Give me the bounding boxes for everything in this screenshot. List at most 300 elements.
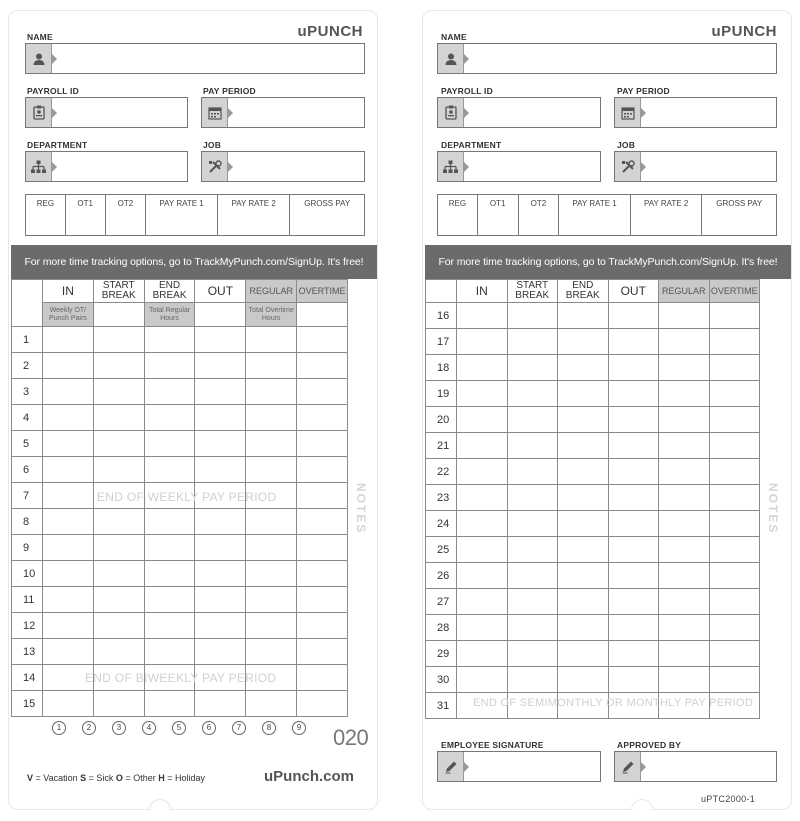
column-circle: 3 (112, 721, 126, 735)
punch-cell[interactable] (507, 433, 558, 459)
punch-cell[interactable] (297, 561, 348, 587)
punch-cell[interactable] (659, 641, 710, 667)
punch-cell[interactable] (195, 665, 246, 691)
ot2-cell[interactable]: OT2 (519, 195, 560, 235)
department-field[interactable] (437, 151, 601, 182)
punch-cell[interactable] (558, 693, 609, 719)
punch-cell[interactable] (457, 329, 508, 355)
row-number: 27 (426, 589, 457, 615)
punch-cell[interactable] (457, 381, 508, 407)
punch-cell[interactable] (608, 511, 659, 537)
punch-cell[interactable] (608, 355, 659, 381)
punch-cell[interactable] (297, 691, 348, 717)
punch-cell[interactable] (195, 353, 246, 379)
punch-cell[interactable] (195, 535, 246, 561)
punch-cell[interactable] (43, 561, 94, 587)
table-row (12, 587, 348, 613)
table-row (12, 691, 348, 717)
punch-cell[interactable] (608, 433, 659, 459)
punch-cell[interactable] (93, 405, 144, 431)
punch-cell[interactable] (558, 459, 609, 485)
pay-rate-1-cell[interactable]: PAY RATE 1 (146, 195, 218, 235)
punch-cell[interactable] (93, 509, 144, 535)
punch-cell[interactable] (659, 511, 710, 537)
punch-cell[interactable] (43, 639, 94, 665)
punch-cell[interactable] (144, 665, 195, 691)
punch-cell[interactable] (144, 691, 195, 717)
row-number: 5 (12, 431, 43, 457)
payroll-id-field[interactable] (25, 97, 188, 128)
sub-total-overtime: Total Overtime Hours (246, 303, 297, 327)
table-row (12, 405, 348, 431)
punch-cell[interactable] (659, 537, 710, 563)
department-field[interactable] (25, 151, 188, 182)
row-number: 14 (12, 665, 43, 691)
brand-logo: uPUNCH (297, 23, 363, 40)
punch-cell[interactable] (659, 329, 710, 355)
punch-cell[interactable] (144, 561, 195, 587)
punch-cell[interactable] (297, 457, 348, 483)
row-number: 21 (426, 433, 457, 459)
punch-cell[interactable] (709, 537, 760, 563)
punch-cell[interactable] (43, 327, 94, 353)
row-number: 7 (12, 483, 43, 509)
punch-cell[interactable] (43, 691, 94, 717)
punch-cell[interactable] (144, 327, 195, 353)
col-start-break: START BREAK (507, 280, 558, 303)
department-label: DEPARTMENT (441, 140, 502, 150)
time-card-front (8, 10, 378, 810)
punch-cell[interactable] (144, 639, 195, 665)
job-field[interactable] (201, 151, 365, 182)
punch-cell[interactable] (297, 587, 348, 613)
punch-cell[interactable] (195, 613, 246, 639)
punch-cell[interactable] (93, 353, 144, 379)
punch-cell[interactable] (246, 379, 297, 405)
ot2-cell[interactable]: OT2 (106, 195, 147, 235)
punch-cell[interactable] (246, 587, 297, 613)
name-label: NAME (27, 32, 53, 42)
punch-cell[interactable] (457, 485, 508, 511)
table-row (12, 665, 348, 691)
row-number: 25 (426, 537, 457, 563)
punch-cell[interactable] (93, 483, 144, 509)
table-row (12, 327, 348, 353)
col-regular: REGULAR (246, 280, 297, 303)
punch-cell[interactable] (608, 329, 659, 355)
punch-cell[interactable] (297, 613, 348, 639)
name-field[interactable] (437, 43, 777, 74)
punch-cell[interactable] (507, 511, 558, 537)
table-row (426, 407, 760, 433)
punch-cell[interactable] (709, 459, 760, 485)
pay-summary-box (437, 194, 777, 236)
punch-cell[interactable] (195, 379, 246, 405)
table-row (12, 379, 348, 405)
punch-cell[interactable] (608, 407, 659, 433)
punch-cell[interactable] (246, 431, 297, 457)
punch-cell[interactable] (659, 459, 710, 485)
punch-cell[interactable] (144, 483, 195, 509)
punch-cell[interactable] (246, 561, 297, 587)
punch-cell[interactable] (93, 639, 144, 665)
row-number: 9 (12, 535, 43, 561)
punch-cell[interactable] (297, 405, 348, 431)
punch-cell[interactable] (558, 381, 609, 407)
punch-cell[interactable] (709, 511, 760, 537)
punch-cell[interactable] (507, 459, 558, 485)
punch-cell[interactable] (297, 509, 348, 535)
table-row (426, 589, 760, 615)
notes-label: NOTES (354, 483, 368, 535)
job-field[interactable] (614, 151, 777, 182)
card-number: 020 (333, 725, 369, 750)
punch-cell[interactable] (144, 613, 195, 639)
punch-cell[interactable] (608, 381, 659, 407)
table-row (12, 561, 348, 587)
punch-cell[interactable] (246, 665, 297, 691)
table-row (12, 613, 348, 639)
payroll-id-field[interactable] (437, 97, 601, 128)
punch-cell[interactable] (43, 665, 94, 691)
punch-cell[interactable] (507, 589, 558, 615)
punch-cell[interactable] (709, 667, 760, 693)
punch-cell[interactable] (659, 615, 710, 641)
punch-cell[interactable] (608, 459, 659, 485)
punch-cell[interactable] (93, 457, 144, 483)
punch-cell[interactable] (195, 691, 246, 717)
table-row (426, 693, 760, 719)
punch-cell[interactable] (457, 433, 508, 459)
punch-cell[interactable] (659, 589, 710, 615)
row-number: 24 (426, 511, 457, 537)
column-circle: 8 (262, 721, 276, 735)
col-overtime: OVERTIME (297, 280, 348, 303)
punch-cell[interactable] (507, 407, 558, 433)
site-url: uPunch.com (264, 768, 355, 785)
col-start-break: START BREAK (93, 280, 144, 303)
punch-cell[interactable] (507, 355, 558, 381)
pay-rate-2-cell[interactable]: PAY RATE 2 (631, 195, 703, 235)
punch-cell[interactable] (246, 691, 297, 717)
punch-cell[interactable] (297, 483, 348, 509)
punch-cell[interactable] (507, 537, 558, 563)
table-row (426, 615, 760, 641)
punch-cell[interactable] (659, 433, 710, 459)
punch-cell[interactable] (507, 641, 558, 667)
punch-cell[interactable] (195, 509, 246, 535)
punch-cell[interactable] (246, 535, 297, 561)
pay-rate-1-cell[interactable]: PAY RATE 1 (559, 195, 631, 235)
reg-cell[interactable]: REG (26, 195, 66, 235)
punch-cell[interactable] (558, 511, 609, 537)
punch-cell[interactable] (507, 303, 558, 329)
punch-cell[interactable] (558, 667, 609, 693)
punch-cell[interactable] (144, 379, 195, 405)
column-circle: 1 (52, 721, 66, 735)
punch-cell[interactable] (608, 589, 659, 615)
table-row (12, 483, 348, 509)
row-number: 26 (426, 563, 457, 589)
punch-cell[interactable] (195, 431, 246, 457)
punch-cell[interactable] (457, 537, 508, 563)
punch-cell[interactable] (507, 693, 558, 719)
punch-cell[interactable] (43, 613, 94, 639)
row-number: 18 (426, 355, 457, 381)
punch-cell[interactable] (297, 431, 348, 457)
punch-cell[interactable] (608, 563, 659, 589)
row-number: 23 (426, 485, 457, 511)
punch-cell[interactable] (558, 433, 609, 459)
org-chart-icon (26, 152, 52, 181)
punch-cell[interactable] (608, 693, 659, 719)
punch-cell[interactable] (43, 587, 94, 613)
row-label-header (12, 280, 43, 327)
punch-cell[interactable] (195, 561, 246, 587)
punch-cell[interactable] (297, 353, 348, 379)
punch-cell[interactable] (144, 587, 195, 613)
punch-cell[interactable] (457, 615, 508, 641)
pay-period-label: PAY PERIOD (617, 86, 670, 96)
pay-period-field[interactable] (614, 97, 777, 128)
table-row (426, 511, 760, 537)
table-row (426, 381, 760, 407)
punch-cell[interactable] (457, 355, 508, 381)
row-number: 22 (426, 459, 457, 485)
row-number: 6 (12, 457, 43, 483)
punch-cell[interactable] (709, 303, 760, 329)
punch-cell[interactable] (93, 587, 144, 613)
column-circle: 2 (82, 721, 96, 735)
end-biweekly-overlay: END OF BIWEEKLY PAY PERIOD (85, 671, 277, 685)
punch-cell[interactable] (246, 483, 297, 509)
punch-cell[interactable] (558, 485, 609, 511)
punch-cell[interactable] (659, 563, 710, 589)
row-number: 15 (12, 691, 43, 717)
employee-signature-field[interactable] (437, 751, 601, 782)
punch-cell[interactable] (608, 667, 659, 693)
punch-cell[interactable] (608, 303, 659, 329)
punch-cell[interactable] (195, 457, 246, 483)
punch-cell[interactable] (457, 667, 508, 693)
table-row (426, 641, 760, 667)
punch-cell[interactable] (709, 641, 760, 667)
punch-cell[interactable] (297, 379, 348, 405)
pay-rate-2-cell[interactable]: PAY RATE 2 (218, 195, 291, 235)
department-label: DEPARTMENT (27, 140, 88, 150)
punch-cell[interactable] (93, 535, 144, 561)
table-row (426, 667, 760, 693)
punch-cell[interactable] (457, 641, 508, 667)
punch-cell[interactable] (195, 587, 246, 613)
punch-cell[interactable] (144, 405, 195, 431)
punch-cell[interactable] (558, 589, 609, 615)
punch-cell[interactable] (659, 693, 710, 719)
brand-logo: uPUNCH (711, 23, 777, 40)
punch-cell[interactable] (507, 381, 558, 407)
punch-cell[interactable] (144, 353, 195, 379)
row-number: 1 (12, 327, 43, 353)
punch-cell[interactable] (297, 665, 348, 691)
punch-cell[interactable] (195, 327, 246, 353)
punch-cell[interactable] (457, 563, 508, 589)
punch-cell[interactable] (709, 407, 760, 433)
punch-cell[interactable] (608, 537, 659, 563)
punch-cell[interactable] (93, 691, 144, 717)
payroll-id-label: PAYROLL ID (27, 86, 79, 96)
column-circle: 7 (232, 721, 246, 735)
table-row (426, 537, 760, 563)
punch-cell[interactable] (144, 535, 195, 561)
punch-cell[interactable] (507, 667, 558, 693)
org-chart-icon (438, 152, 464, 181)
punch-cell[interactable] (558, 303, 609, 329)
punch-cell[interactable] (43, 535, 94, 561)
punch-cell[interactable] (608, 485, 659, 511)
column-circle: 9 (292, 721, 306, 735)
punch-cell[interactable] (43, 431, 94, 457)
punch-cell[interactable] (659, 355, 710, 381)
punch-cell[interactable] (709, 589, 760, 615)
punch-cell[interactable] (709, 615, 760, 641)
punch-cell[interactable] (246, 509, 297, 535)
table-row (426, 563, 760, 589)
job-label: JOB (617, 140, 636, 150)
ot1-cell[interactable]: OT1 (66, 195, 106, 235)
punch-cell[interactable] (659, 407, 710, 433)
approved-by-field[interactable] (614, 751, 777, 782)
punch-cell[interactable] (43, 457, 94, 483)
punch-cell[interactable] (457, 693, 508, 719)
punch-cell[interactable] (709, 381, 760, 407)
row-number: 19 (426, 381, 457, 407)
punch-cell[interactable] (93, 561, 144, 587)
punch-cell[interactable] (558, 355, 609, 381)
row-number: 13 (12, 639, 43, 665)
gross-pay-cell[interactable]: GROSS PAY (304, 199, 351, 208)
punch-cell[interactable] (246, 613, 297, 639)
punch-cell[interactable] (659, 485, 710, 511)
punch-cell[interactable] (709, 329, 760, 355)
sub-total-regular: Total Regular Hours (144, 303, 195, 327)
punch-cell[interactable] (297, 327, 348, 353)
punch-cell[interactable] (507, 485, 558, 511)
punch-cell[interactable] (246, 353, 297, 379)
punch-cell[interactable] (558, 329, 609, 355)
punch-cell[interactable] (297, 535, 348, 561)
row-number: 20 (426, 407, 457, 433)
punch-cell[interactable] (93, 379, 144, 405)
name-field[interactable] (25, 43, 365, 74)
punch-cell[interactable] (659, 303, 710, 329)
punch-cell[interactable] (43, 379, 94, 405)
punch-cell[interactable] (144, 457, 195, 483)
ot1-cell[interactable]: OT1 (478, 195, 519, 235)
punch-cell[interactable] (43, 509, 94, 535)
punch-cell[interactable] (709, 433, 760, 459)
punch-cell[interactable] (709, 355, 760, 381)
punch-cell[interactable] (93, 665, 144, 691)
punch-cell[interactable] (457, 459, 508, 485)
punch-cell[interactable] (43, 353, 94, 379)
sub-blank-1 (93, 303, 144, 327)
punch-cell[interactable] (558, 615, 609, 641)
punch-cell[interactable] (43, 483, 94, 509)
punch-cell[interactable] (457, 589, 508, 615)
reg-cell[interactable]: REG (438, 195, 478, 235)
col-out: OUT (195, 280, 246, 303)
punch-cell[interactable] (709, 485, 760, 511)
punch-cell[interactable] (144, 509, 195, 535)
table-row (12, 509, 348, 535)
punch-cell[interactable] (558, 563, 609, 589)
pay-period-field[interactable] (201, 97, 365, 128)
punch-cell[interactable] (659, 381, 710, 407)
gross-pay-cell[interactable]: GROSS PAY (716, 199, 763, 208)
punch-cell[interactable] (558, 407, 609, 433)
badge-icon (26, 98, 52, 127)
punch-cell[interactable] (507, 615, 558, 641)
punch-cell[interactable] (709, 693, 760, 719)
punch-cell[interactable] (457, 303, 508, 329)
row-number: 30 (426, 667, 457, 693)
punch-cell[interactable] (457, 511, 508, 537)
sub-weekly-ot: Weekly OT/ Punch Pairs (43, 303, 94, 327)
punch-cell[interactable] (457, 407, 508, 433)
punch-cell[interactable] (507, 329, 558, 355)
punch-cell[interactable] (246, 457, 297, 483)
tools-icon (615, 152, 641, 181)
punch-cell[interactable] (93, 431, 144, 457)
punch-cell[interactable] (93, 327, 144, 353)
punch-cell[interactable] (246, 327, 297, 353)
column-circle: 5 (172, 721, 186, 735)
column-circle: 6 (202, 721, 216, 735)
punch-cell[interactable] (558, 641, 609, 667)
punch-cell[interactable] (558, 537, 609, 563)
punch-cell[interactable] (507, 563, 558, 589)
punch-cell[interactable] (608, 615, 659, 641)
punch-cell[interactable] (195, 483, 246, 509)
punch-cell[interactable] (608, 641, 659, 667)
pen-icon (615, 752, 641, 781)
punch-cell[interactable] (659, 667, 710, 693)
row-number: 10 (12, 561, 43, 587)
row-label-header (426, 280, 457, 303)
sub-blank-3 (297, 303, 348, 327)
punch-cell[interactable] (297, 639, 348, 665)
punch-cell[interactable] (195, 639, 246, 665)
payroll-id-label: PAYROLL ID (441, 86, 493, 96)
table-row (426, 485, 760, 511)
punch-cell[interactable] (195, 405, 246, 431)
punch-cell[interactable] (144, 431, 195, 457)
punch-grid-left (11, 279, 348, 717)
calendar-icon (615, 98, 641, 127)
punch-cell[interactable] (43, 405, 94, 431)
punch-cell[interactable] (246, 639, 297, 665)
punch-cell[interactable] (246, 405, 297, 431)
time-card-back (422, 10, 792, 810)
row-number: 16 (426, 303, 457, 329)
row-number: 12 (12, 613, 43, 639)
col-regular: REGULAR (659, 280, 710, 303)
punch-cell[interactable] (93, 613, 144, 639)
promo-banner: For more time tracking options, go to TrackMyPunch.com/SignUp. It's free! (425, 245, 791, 279)
row-number: 4 (12, 405, 43, 431)
punch-cell[interactable] (709, 563, 760, 589)
pay-summary-box (25, 194, 365, 236)
